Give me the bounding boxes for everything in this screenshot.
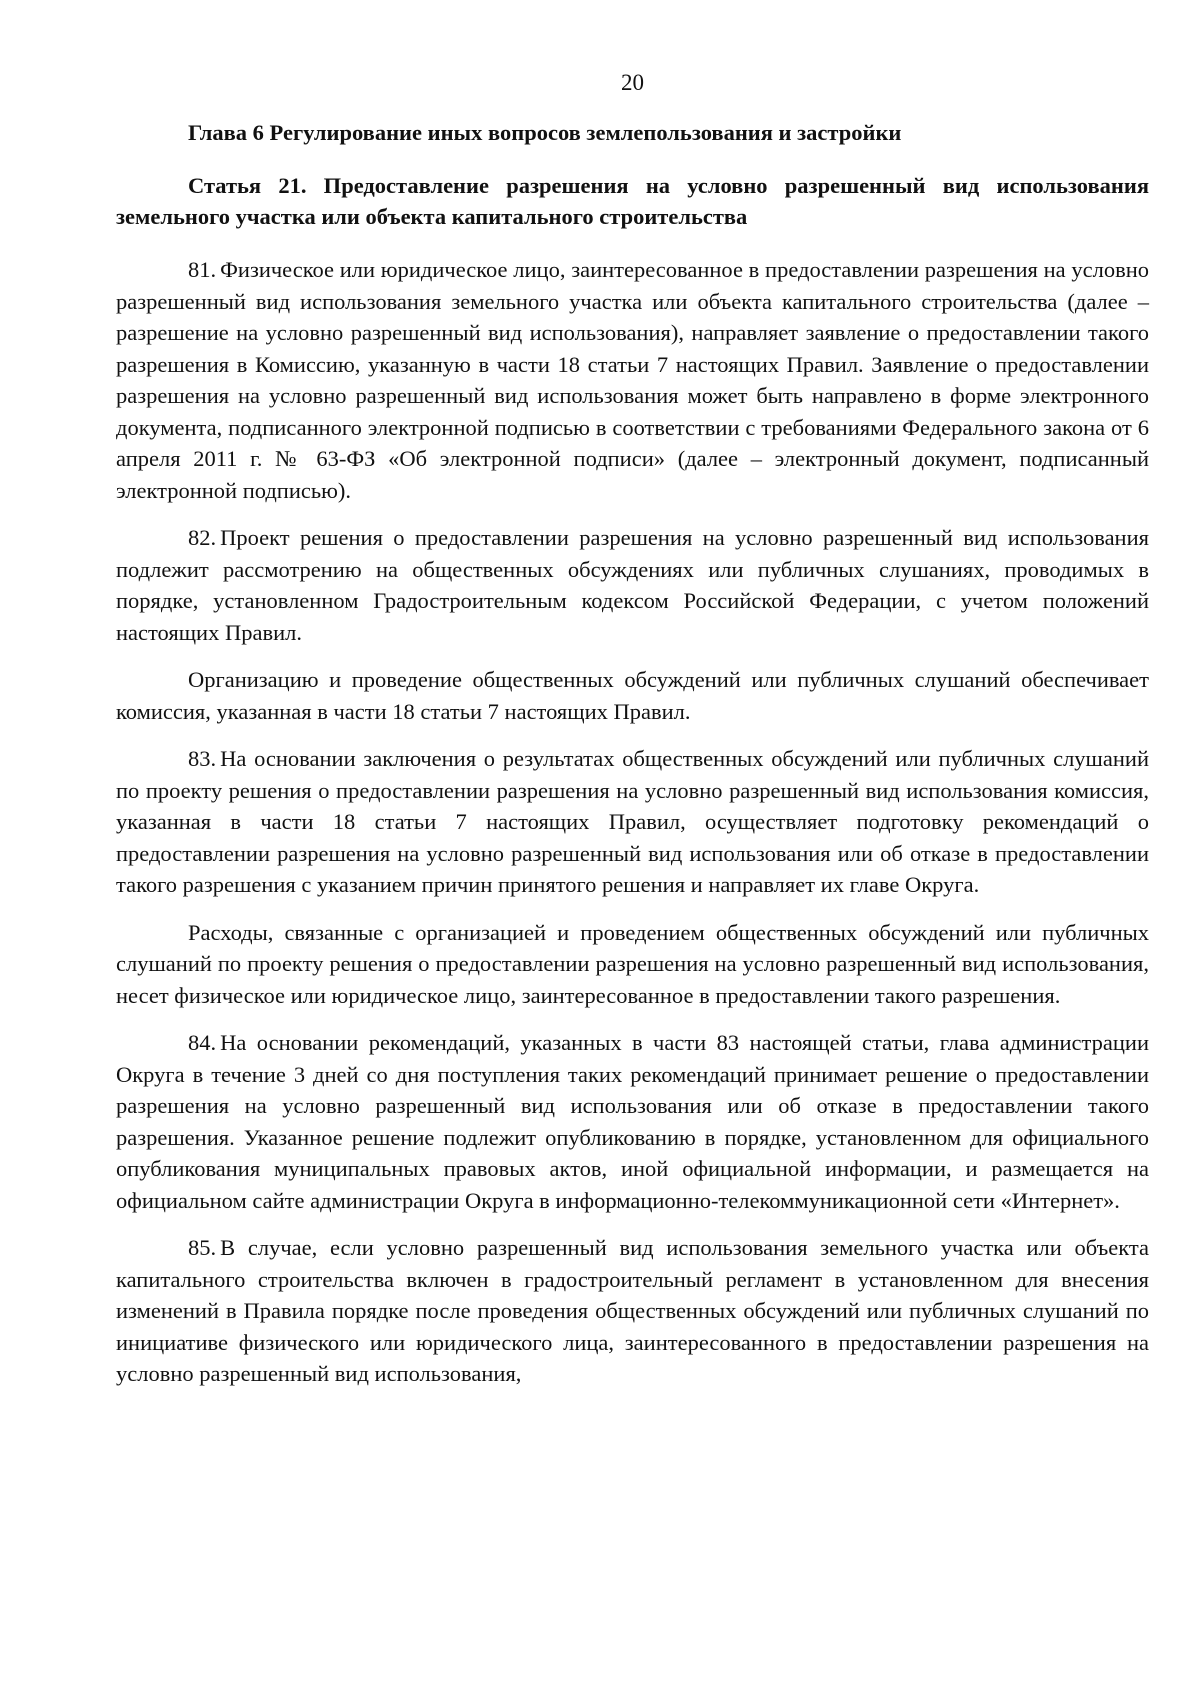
page-content xyxy=(116,68,1149,1406)
paragraph-text: Физическое или юридическое лицо, заинтересованное в предоставлении разрешения на условно разрешенный вид использования земельного участка или объекта капитального строительства (далее – разрешение на условно разрешенный вид использования), направляет заявление о предоставлении такого разрешения в Комиссию, указанную в части 18 статьи 7 настоящих Правил. Заявление о предоставлении разрешения на условно разрешенный вид использования может быть направлено в форме электронного документа, подписанного электронной подписью в соответствии с требованиями Федерального закона от 6 апреля 2011 г. № 63-ФЗ «Об электронной подписи» (далее – электронный документ, подписанный электронной подписью). xyxy=(116,257,1149,503)
page-number: 20 xyxy=(621,70,644,95)
paragraph-84 xyxy=(116,1027,1149,1216)
paragraph-text: На основании рекомендаций, указанных в части 83 настоящей статьи, глава администрации Округа в течение 3 дней со дня поступления таких рекомендаций принимает решение о предоставлении разрешения на условно разрешенный вид использования или об отказе в предоставлении такого разрешения. Указанное решение подлежит опубликованию в порядке, установленном для официального опубликования муниципальных правовых актов, иной официальной информации, и размещается на официальном сайте администрации Округа в информационно-телекоммуникационной сети «Интернет». xyxy=(116,1030,1149,1213)
paragraph-83-continued xyxy=(116,917,1149,1012)
chapter-heading: Глава 6 Регулирование иных вопросов землепользования и застройки xyxy=(188,120,902,145)
paragraph-82-continued xyxy=(116,664,1149,727)
paragraph-number: 83. xyxy=(188,746,217,771)
paragraph-number: 84. xyxy=(188,1030,217,1055)
paragraph-text: Расходы, связанные с организацией и проведением общественных обсуждений или публичных слушаний по проекту решения о предоставлении разрешения на условно разрешенный вид использования, несет физическое или юридическое лицо, заинтересованное в предоставлении такого разрешения. xyxy=(116,919,1149,1008)
paragraph-83 xyxy=(116,743,1149,901)
paragraph-82 xyxy=(116,522,1149,648)
paragraph-number: 85. xyxy=(188,1235,217,1260)
paragraph-text: Проект решения о предоставлении разрешения на условно разрешенный вид использования подлежит рассмотрению на общественных обсуждениях или публичных слушаниях, проводимых в порядке, установленном Градостроительным кодексом Российской Федерации, с учетом положений настоящих Правил. xyxy=(116,525,1149,645)
paragraph-number: 81. xyxy=(188,257,217,282)
article-heading: Статья 21. Предоставление разрешения на условно разрешенный вид использования земельного участка или объекта капитального строительства xyxy=(116,173,1149,229)
paragraph-number: 82. xyxy=(188,525,217,550)
paragraph-85 xyxy=(116,1232,1149,1390)
paragraph-text: Организацию и проведение общественных обсуждений или публичных слушаний обеспечивает комиссия, указанная в части 18 статьи 7 настоящих Правил. xyxy=(116,667,1149,724)
paragraph-text: На основании заключения о результатах общественных обсуждений или публичных слушаний по проекту решения о предоставлении разрешения на условно разрешенный вид использования комиссия, указанная в части 18 статьи 7 настоящих Правил, осуществляет подготовку рекомендаций о предоставлении разрешения на условно разрешенный вид использования или об отказе в предоставлении такого разрешения с указанием причин принятого решения и направляет их главе Округа. xyxy=(116,746,1149,897)
paragraph-81 xyxy=(116,254,1149,506)
paragraph-text: В случае, если условно разрешенный вид использования земельного участка или объекта капитального строительства включен в градостроительный регламент в установленном для внесения изменений в Правила порядке после проведения общественных обсуждений или публичных слушаний по инициативе физического или юридического лица, заинтересованного в предоставлении разрешения на условно разрешенный вид использования, xyxy=(116,1235,1149,1386)
